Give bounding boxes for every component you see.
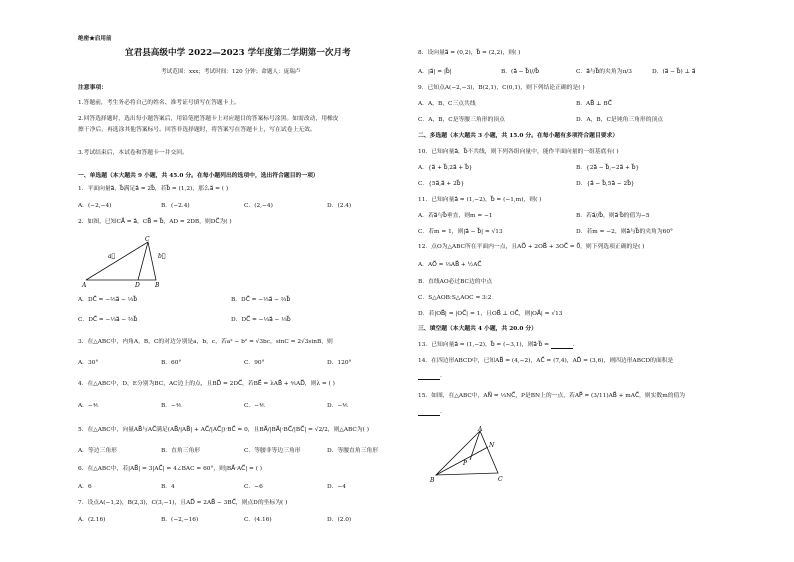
note-item: 2.回答选择题时，选出每小题答案后，用铅笔把答题卡上对应题目的答案标号涂黑。如需改动，用橡皮 (78, 116, 339, 122)
question-12: 12．点O为△ABC所在平面内一点，且AO⃗ + 2OB⃗ + 3OC⃗ = 0⃗，则下列选项正确的是( ) (418, 244, 645, 250)
option-b: B．−⅘ (161, 403, 182, 409)
figure-label: C (145, 236, 150, 243)
question-9: 9．已知点A(−2,−3)，B(2,1)，C(0,1)，则下列结论正确的是( ) (418, 85, 585, 91)
note-item: 擦干净后，再选涂其他答案标号。回答非选择题时，将答案写在答题卡上，写在试卷上无效。 (78, 127, 316, 133)
option-c: C．−6 (244, 484, 263, 490)
option-a: A．若a⃗与b⃗垂直，则m = −1 (418, 213, 493, 219)
question-13: 13．已知向量a⃗ = (1,−2)，b⃗ = (−3,1)，则a⃗·b⃗ = . (418, 342, 575, 348)
answer-blank (551, 342, 573, 349)
option-c: C．DC⃗ = −⅓a⃗ − ⅔b⃗ (78, 317, 138, 323)
figure-label: P (463, 460, 468, 467)
answer-blank (418, 409, 440, 416)
option-c: C．S△AOB:S△AOC = 3:2 (418, 295, 492, 301)
option-c: C．若m = 1，则|a⃗ − b⃗| = √13 (418, 229, 503, 235)
question-10: 10．已知向量a⃗，b⃗不共线，则下列各组向量中，能作平面向量的一组基底有( ) (418, 149, 619, 155)
option-a: A．A，B，C三点共线 (418, 101, 476, 107)
question-1: 1．平面向量a⃗，b⃗满足a⃗ = 2b⃗，若b⃗ = (1,2)，那么a⃗ = ( ) (78, 186, 229, 192)
option-a: A．DC⃗ = −⅔a⃗ − ⅓b⃗ (78, 297, 138, 303)
option-d: D．120° (327, 360, 352, 366)
option-d: D．(2.4) (327, 203, 352, 209)
option-d: D．若m = −2，则a⃗与b⃗的夹角为60° (576, 229, 673, 235)
figure-label: D (135, 282, 140, 288)
question-8: 8．设向量a⃗ = (0,2)，b⃗ = (2,2)，则( ) (418, 50, 521, 56)
figure-label: A (82, 282, 87, 288)
note-item: 1.答题前，考生务必将自己的姓名、准考证号填写在答题卡上。 (78, 100, 241, 106)
answer-blank (418, 373, 440, 380)
option-b: B．AB⃗ ⊥ BC⃗ (576, 101, 612, 107)
question-4: 4．在△ABC中，D，E分别为BC，AC边上的点，且BD⃗ = 2DC⃗，若BE⃗ = λAB⃗ + ⅘AD⃗，则λ = ( ) (78, 381, 335, 387)
triangle-figure-q2 (78, 234, 168, 288)
option-a: A．等边三角形 (78, 448, 117, 454)
option-d: D．DC⃗ = −⅓a⃗ − ⅓b⃗ (231, 317, 291, 323)
option-b: B．{2a⃗ − b⃗,−2a⃗ + b⃗} (576, 165, 640, 171)
question-3: 3．在△ABC中，内角A，B，C的对边分别是a，b，c，若a² − b² = √3bc，sinC = 2√3sinB，则 (78, 339, 333, 345)
section-heading-multi: 二、多选题（本大题共 3 小题，共 15.0 分。在每小题有多项符合题目要求） (418, 133, 619, 139)
figure-label: a⃗ (108, 253, 116, 260)
option-c: C．(2,−4) (244, 203, 273, 209)
option-d: D．等腰直角三角形 (327, 448, 379, 454)
triangle-figure-q15 (428, 425, 518, 487)
note-item: 3.考试结束后，本试卷和答题卡一并交回。 (78, 150, 188, 156)
option-a: A．6 (78, 484, 92, 490)
question-15: 15．如图，在△ABC中，AN⃗ = ⅓NC⃗，P是BN上的一点，若AP⃗ = (3/11)AB⃗ + mAC⃗，则实数m的值为 (418, 393, 686, 399)
exam-title: 宜君县高级中学 2022—2023 学年度第二学期第一次月考 (125, 48, 351, 58)
option-c: C．(4.16) (244, 517, 272, 523)
option-a: A．AO⃗ = ⅓AB⃗ + ½AC⃗ (418, 262, 482, 268)
question-6: 6．在△ABC中，若|AB⃗| = 3|AC⃗| = 4∠BAC = 60°，则|BA⃗·AC⃗| = ( ) (78, 466, 263, 472)
question-14: 14．在四边形ABCD中，已知AB⃗ = (4,−2)，AC⃗ = (7,4)，AD⃗ = (3,6)，则四边形ABCD的面积是 (418, 358, 674, 364)
question-5: 5．在△ABC中，向量AB⃗与AC⃗满足(AB⃗/|AB⃗| + AC⃗/|AC⃗|)·BC⃗ = 0，且BA⃗/|BA⃗|·BC⃗/|BC⃗| = √2/2，则△ABC为( ) (78, 427, 369, 433)
option-c: C．等腰非等边三角形 (244, 448, 301, 454)
figure-label: C (498, 476, 503, 483)
option-d: D．−⅘ (327, 403, 348, 409)
option-c: C．{5a⃗,a⃗ + 2b⃗} (418, 181, 465, 187)
figure-label: B (430, 477, 435, 484)
section-heading-single: 一、单选题（本大题共 9 小题，共 45.0 分。在每小题列出的选项中，选出符合题目的一项） (78, 173, 319, 179)
question-7: 7．设点A(−1,2)，B(2,3)，C(3,−1)，且AD⃗ = 2AB⃗ − 3BC⃗，则点D的坐标为( ) (78, 500, 288, 506)
option-a: A．{a⃗ + b⃗,2a⃗ + b⃗} (418, 165, 473, 171)
option-b: B．DC⃗ = −⅓a⃗ − ⅔b⃗ (231, 297, 291, 303)
option-c: C．−⅘ (244, 403, 265, 409)
answer-blank-line: . (418, 373, 442, 380)
option-a: A．(−2,−4) (78, 203, 112, 209)
option-b: B．若a⃗//b⃗，则a⃗·b⃗的值为−5 (576, 213, 650, 219)
exam-meta: 考试范围：xxx；考试时间：120 分钟；命题人：庞瑞卢 (161, 69, 301, 75)
option-a: A．|a⃗| = |b⃗| (418, 69, 452, 75)
option-d: D．(2.0) (327, 517, 352, 523)
option-b: B．直线AO必过BC边的中点 (418, 279, 493, 285)
notes-heading: 注意事项： (78, 85, 107, 91)
option-d: D．A，B，C是钝角三角形的顶点 (576, 117, 664, 123)
secret-label: 绝密★启用前 (78, 36, 112, 42)
option-c: C．A，B，C是等腰三角形的顶点 (418, 117, 505, 123)
option-a: A．(2.16) (78, 517, 106, 523)
option-c: C．a⃗与b⃗的夹角为π/3 (576, 69, 632, 75)
question-11: 11．已知向量a⃗ = (1,−2)，b⃗ = (−1,m)，则( ) (418, 197, 542, 203)
option-c: C．90° (244, 360, 265, 366)
option-b: B．(a⃗ − b⃗)//b⃗ (501, 69, 539, 75)
figure-label: B (155, 282, 160, 288)
section-heading-fill: 三、填空题（本大题共 4 小题，共 20.0 分） (418, 326, 537, 332)
option-a: A．−⅘ (78, 403, 99, 409)
option-a: A．30° (78, 360, 99, 366)
question-2: 2．如图，已知CA⃗ = a⃗，CB⃗ = b⃗，AD = 2DB，则DC⃗为( ) (78, 219, 232, 225)
option-d: D．{a⃗ − b⃗,5a⃗ − 2b⃗} (576, 181, 635, 187)
question-13-text: 13．已知向量a⃗ = (1,−2)，b⃗ = (−3,1)，则a⃗·b⃗ = (418, 342, 550, 348)
option-d: D．若|OB⃗| = |OC⃗| = 1，且OB⃗ ⊥ OC⃗，则|OA⃗| = √13 (418, 311, 563, 317)
option-d: D．(a⃗ − b⃗) ⊥ a⃗ (652, 69, 696, 75)
option-b: B．(−2.4) (161, 203, 190, 209)
figure-label: N (489, 442, 495, 449)
option-b: B．60° (161, 360, 182, 366)
option-d: D．−4 (327, 484, 346, 490)
answer-blank-line: . (418, 409, 442, 416)
option-b: B．(−2,−16) (161, 517, 199, 523)
figure-label: b⃗ (158, 253, 166, 260)
option-b: B．4 (161, 484, 175, 490)
figure-label: A (478, 426, 483, 433)
option-b: B．直角三角形 (161, 448, 201, 454)
